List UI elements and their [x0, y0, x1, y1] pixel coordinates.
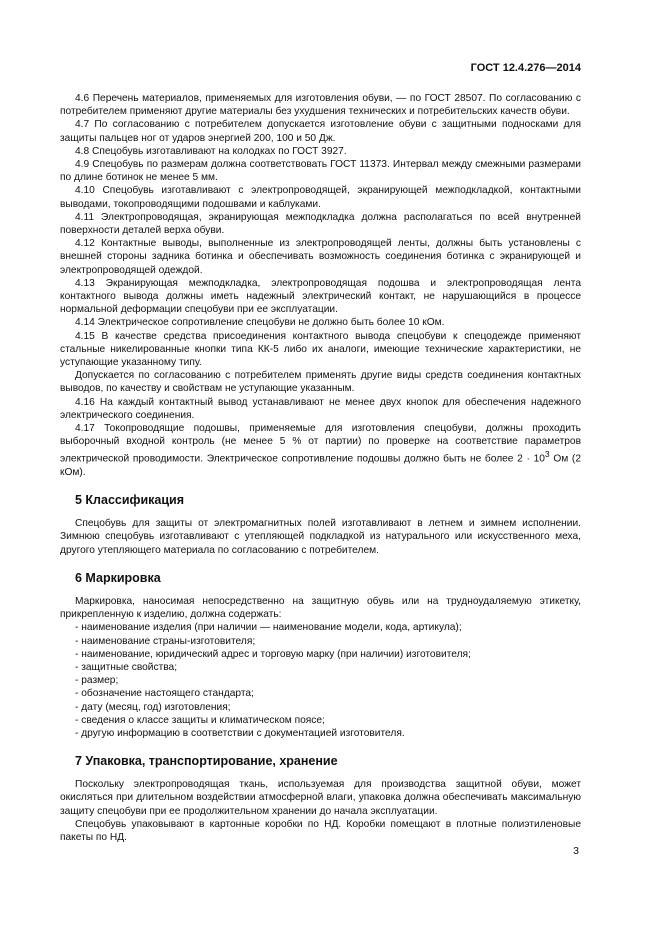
- list-item: - сведения о классе защиты и климатическом поясе;: [75, 714, 325, 726]
- marking-list: [60, 621, 581, 740]
- section-7-paragraph-2: Спецобувь упаковывают в картонные коробки по НД. Коробки помещают в плотные полиэтиленовые пакеты по НД.: [60, 818, 581, 843]
- clause-4-7: 4.7 По согласованию с потребителем допускается изготовление обуви с защитными подносками для защиты пальцев ног от ударов энергией 200, 100 и 50 Дж.: [60, 119, 581, 144]
- clause-4-14: 4.14 Электрическое сопротивление спецобуви не должно быть более 10 кОм.: [75, 317, 445, 329]
- clause-4-17: [60, 422, 581, 479]
- section-6-intro: Маркировка, наносимая непосредственно на защитную обувь или на трудноудаляемую этикетку, прикрепленную к изделию, должна содержать:: [60, 595, 581, 621]
- section-6-heading: 6 Маркировка: [75, 570, 161, 585]
- clause-4-12: 4.12 Контактные выводы, выполненные из электропроводящей ленты, должны быть установлены с внешней стороны задника ботинка и обеспечивать возможность соединения ботинка с экранирующей и электропроводящей одеждой.: [60, 238, 581, 276]
- page-content: [60, 92, 581, 844]
- page-number: 3: [573, 845, 579, 857]
- document-header: ГОСТ 12.4.276—2014: [470, 62, 581, 74]
- clause-4-17-text-end: Ом (2 кОм).: [60, 453, 581, 479]
- list-item: - дату (месяц, год) изготовления;: [75, 701, 231, 713]
- clause-4-11: 4.11 Электропроводящая, экранирующая межподкладка должна располагаться по всей внутренней поверхности деталей верха обуви.: [60, 211, 581, 237]
- section-7-heading: 7 Упаковка, транспортирование, хранение: [75, 754, 338, 769]
- clause-4-16: 4.16 На каждый контактный вывод устанавливают не менее двух кнопок для обеспечения надежного электрического соединения.: [60, 396, 581, 421]
- clause-4-6: 4.6 Перечень материалов, применяемых для изготовления обуви, — по ГОСТ 28507. По согласованию с потребителем применяют другие материалы без ухудшения технических и потребительских качеств обуви.: [60, 93, 581, 118]
- clause-4-10: 4.10 Спецобувь изготавливают с электропроводящей, экранирующей межподкладкой, контактными выводами, токопроводящими подошвами и каблуками.: [60, 185, 581, 210]
- clause-4-15-note: Допускается по согласованию с потребителем применять другие виды средств соединения контактных выводов, по качеству и свойствам не уступающие указанным.: [60, 370, 581, 395]
- clause-4-17-text: 4.17 Токопроводящие подошвы, применяемые для изготовления спецобуви, должны проходить выборочный входной контроль (не менее 5 % от партии) по проверке на соответствие параметров электрической проводимости. Электрическое сопротивление подошвы должно быть не более 2 · 10: [60, 423, 581, 465]
- section-5-text: Спецобувь для защиты от электромагнитных полей изготавливают в летнем и зимнем исполнении. Зимнюю спецобувь изготавливают с утепляющей подкладкой из натурального или искусственного меха, другого утепляющего материала по согласованию с потребителем.: [60, 518, 581, 556]
- list-item: - другую информацию в соответствии с документацией изготовителя.: [75, 727, 405, 739]
- clause-4-13: 4.13 Экранирующая межподкладка, электропроводящая подошва и электропроводящая лента контактного вывода должны иметь надежный электрический контакт, не нарушающийся в процессе нормальной деформации спецобуви при ее эксплуатации.: [60, 277, 581, 316]
- section-5-heading: 5 Классификация: [75, 493, 185, 508]
- list-item: - размер;: [75, 675, 119, 687]
- list-item: - обозначение настоящего стандарта;: [75, 688, 254, 700]
- section-7-paragraph-1: Поскольку электропроводящая ткань, используемая для производства защитной обуви, может окисляться при длительном воздействии атмосферной влаги, упаковка должна обеспечивать максимальную защиту спецобуви при ее продолжительном хранении до начала эксплуатации.: [60, 779, 581, 817]
- clause-4-17-exponent: 3: [544, 449, 550, 460]
- list-item: - наименование, юридический адрес и торговую марку (при наличии) изготовителя;: [75, 648, 471, 660]
- list-item: - наименование страны-изготовителя;: [75, 635, 256, 647]
- clause-4-8: 4.8 Спецобувь изготавливают на колодках по ГОСТ 3927.: [75, 145, 347, 157]
- list-item: - наименование изделия (при наличии — наименование модели, кода, артикула);: [75, 622, 462, 634]
- list-item: - защитные свойства;: [75, 661, 178, 673]
- clause-4-15: 4.15 В качестве средства присоединения контактного вывода спецобуви к спецодежде применяют стальные никелированные кнопки типа КК-5 либо их аналоги, имеющие технические характеристики, не уступающие указанному типу.: [60, 330, 581, 369]
- clause-4-9: 4.9 Спецобувь по размерам должна соответствовать ГОСТ 11373. Интервал между смежными размерами по длине ботинок не менее 5 мм.: [60, 159, 581, 184]
